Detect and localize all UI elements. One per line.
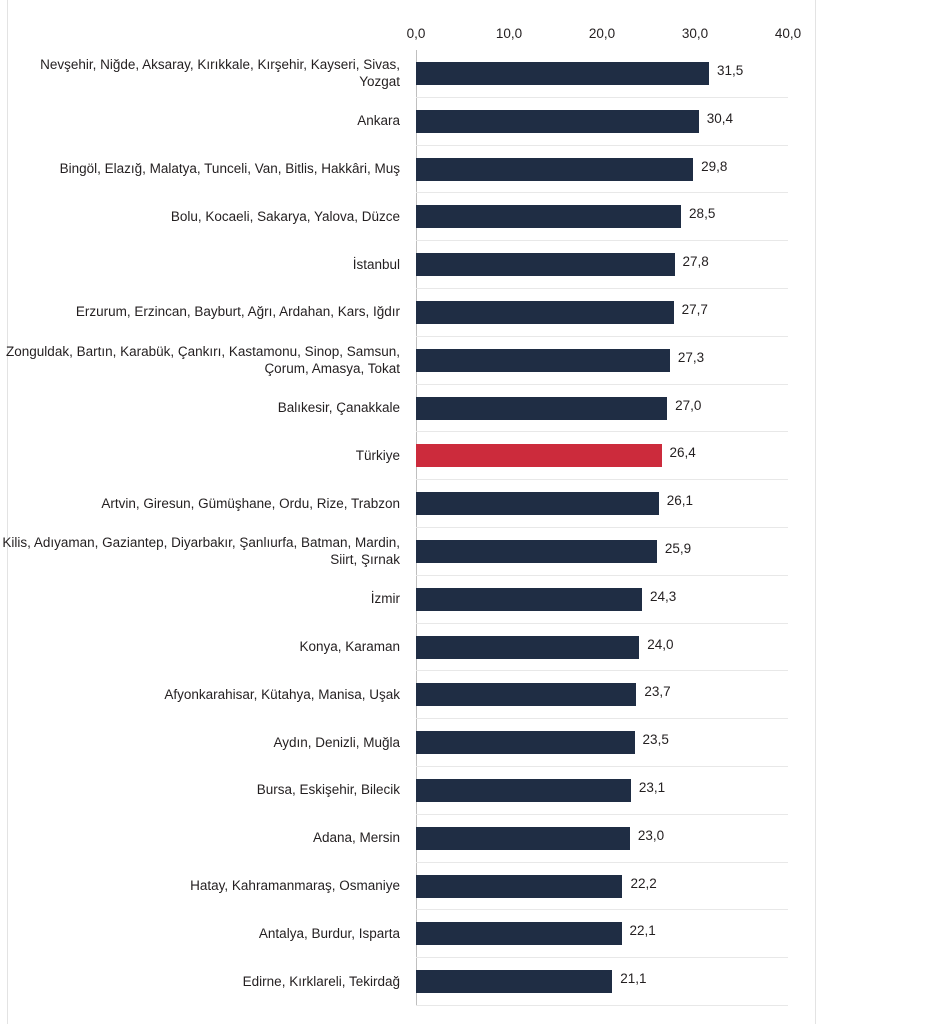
bar-value-label: 26,1	[666, 493, 693, 509]
chart-row	[416, 385, 788, 433]
bar-value-label: 25,9	[664, 541, 692, 556]
x-tick-label: 30,0	[681, 26, 709, 41]
category-label: Zonguldak, Bartın, Karabük, Çankırı, Kastamonu, Sinop, Samsun, Çorum, Amasya, Tokat	[6, 343, 400, 376]
chart-row	[416, 958, 788, 1006]
bar-value-label: 23,5	[642, 732, 669, 748]
category-label: Ankara	[357, 113, 400, 129]
bar[interactable]	[416, 492, 659, 515]
chart-row	[416, 719, 788, 767]
chart-left-edge-rule	[7, 0, 8, 1024]
category-label: Balıkesir, Çanakkale	[277, 400, 400, 415]
bar[interactable]	[416, 970, 612, 993]
x-axis-tick-labels	[406, 26, 802, 42]
category-label: İzmir	[370, 591, 400, 607]
bar-value-label: 23,1	[638, 780, 666, 795]
category-label: Afyonkarahisar, Kütahya, Manisa, Uşak	[164, 686, 400, 702]
bar[interactable]	[416, 636, 639, 659]
bar-value-label: 29,8	[701, 158, 728, 174]
category-label: Hatay, Kahramanmaraş, Osmaniye	[190, 878, 400, 893]
chart-row	[416, 767, 788, 815]
bar-value-label: 24,3	[649, 588, 677, 604]
bar-value-label: 27,7	[681, 302, 708, 317]
bar-value-label: 22,1	[629, 923, 656, 939]
category-label: İstanbul	[352, 256, 400, 272]
bar[interactable]	[416, 253, 675, 276]
chart-row	[416, 910, 788, 958]
bar-value-label: 24,0	[647, 636, 674, 652]
category-label: Adana, Mersin	[312, 830, 400, 846]
category-label: Konya, Karaman	[299, 639, 400, 654]
x-tick-label: 0,0	[406, 26, 426, 41]
bar-value-label: 31,5	[716, 63, 744, 78]
bar[interactable]	[416, 158, 693, 181]
bar[interactable]	[416, 683, 636, 706]
category-label: Bursa, Eskişehir, Bilecik	[256, 782, 400, 798]
bar[interactable]	[416, 349, 670, 372]
chart-row	[416, 624, 788, 672]
plot-area	[416, 50, 788, 1006]
chart-row	[416, 50, 788, 98]
bar-value-label: 27,8	[682, 254, 709, 270]
chart-row	[416, 193, 788, 241]
category-label: Kilis, Adıyaman, Gaziantep, Diyarbakır, Şanlıurfa, Batman, Mardin, Siirt, Şırnak	[2, 534, 400, 567]
category-label: Aydın, Denizli, Muğla	[273, 734, 400, 750]
x-tick-label: 40,0	[774, 26, 802, 41]
x-tick-label: 20,0	[588, 26, 616, 41]
chart-row	[416, 576, 788, 624]
chart-row	[416, 337, 788, 385]
bar-value-label: 26,4	[669, 445, 696, 461]
bar[interactable]	[416, 827, 630, 850]
chart-row	[416, 432, 788, 480]
bar[interactable]	[416, 397, 667, 420]
category-label: Nevşehir, Niğde, Aksaray, Kırıkkale, Kırşehir, Kayseri, Sivas, Yozgat	[40, 56, 400, 89]
chart-row	[416, 815, 788, 863]
category-label: Bolu, Kocaeli, Sakarya, Yalova, Düzce	[170, 208, 400, 224]
bar-value-label: 27,0	[675, 397, 702, 413]
bar[interactable]	[416, 110, 699, 133]
bar[interactable]	[416, 922, 622, 945]
chart-row	[416, 671, 788, 719]
bar[interactable]	[416, 875, 622, 898]
bar[interactable]	[416, 588, 642, 611]
bar[interactable]	[416, 731, 635, 754]
bar[interactable]	[416, 301, 674, 324]
bar-value-label: 27,3	[677, 349, 705, 365]
bar[interactable]	[416, 540, 657, 563]
chart-row	[416, 146, 788, 194]
bar-value-label: 22,2	[630, 875, 657, 891]
bar[interactable]	[416, 444, 662, 467]
bar-value-label: 23,0	[637, 827, 665, 843]
x-tick-label: 10,0	[495, 26, 523, 41]
chart-row	[416, 528, 788, 576]
chart-row	[416, 863, 788, 911]
category-label: Edirne, Kırklareli, Tekirdağ	[242, 973, 400, 989]
bar-value-label: 21,1	[620, 971, 647, 987]
category-label: Türkiye	[355, 447, 400, 463]
category-label: Bingöl, Elazığ, Malatya, Tunceli, Van, Bitlis, Hakkâri, Muş	[59, 161, 400, 176]
bar-value-label: 23,7	[644, 684, 671, 700]
chart-row	[416, 289, 788, 337]
bar[interactable]	[416, 779, 631, 802]
category-label: Antalya, Burdur, Isparta	[258, 925, 400, 941]
bar[interactable]	[416, 205, 681, 228]
chart-row	[416, 98, 788, 146]
chart-row	[416, 480, 788, 528]
chart-row	[416, 241, 788, 289]
bar[interactable]	[416, 62, 709, 85]
chart-right-edge-rule	[815, 0, 816, 1024]
category-label: Erzurum, Erzincan, Bayburt, Ağrı, Ardahan, Kars, Iğdır	[75, 304, 400, 320]
bar-value-label: 28,5	[689, 206, 716, 222]
category-label: Artvin, Giresun, Gümüşhane, Ordu, Rize, Trabzon	[101, 495, 400, 511]
bar-value-label: 30,4	[706, 110, 733, 126]
